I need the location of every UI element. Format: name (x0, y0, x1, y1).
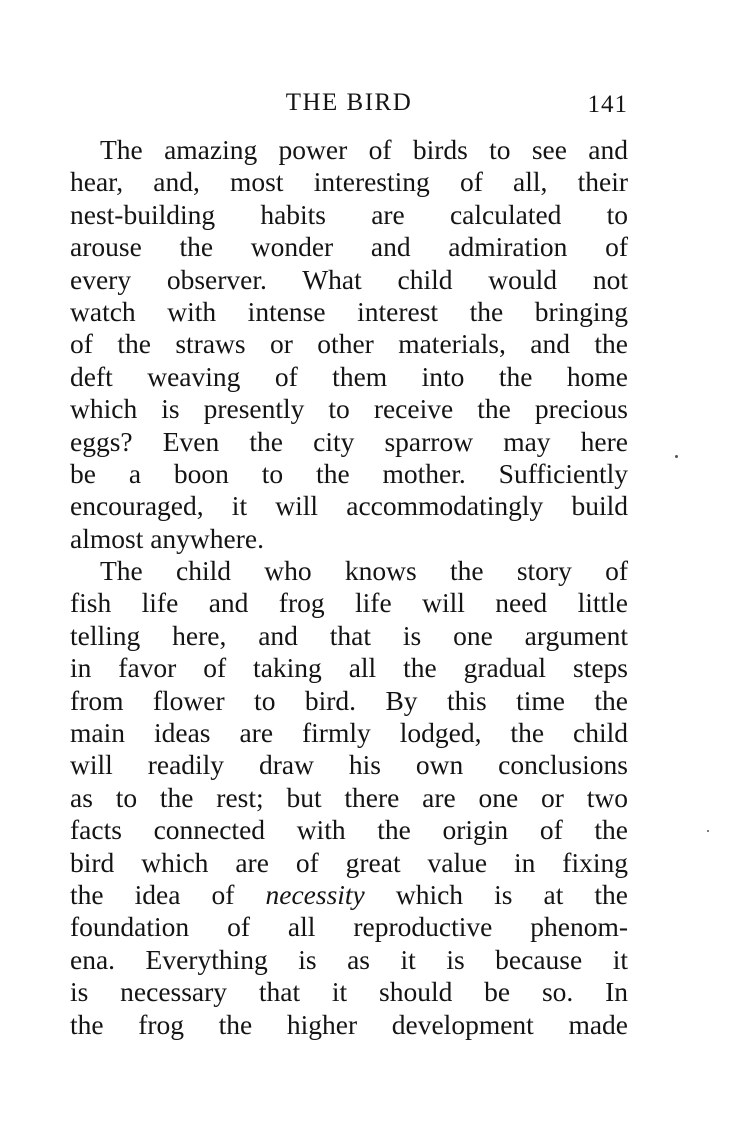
text-line: the frog the higher development made (70, 1008, 628, 1040)
text-line: bird which are of great value in fixing (70, 846, 628, 878)
text-segment: the idea of (70, 878, 235, 910)
text-line: The amazing power of birds to see and (100, 134, 628, 165)
text-line: arouse the wonder and admiration of (70, 231, 628, 263)
text-line: ena. Everything is as it is because it (70, 943, 628, 975)
text-line: in favor of taking all the gradual steps (70, 652, 628, 684)
text-line: fish life and frog life will need little (70, 587, 628, 619)
page-number: 141 (587, 91, 628, 118)
text-line: encouraged, it will accommodatingly build (70, 490, 628, 522)
text-line: hear, and, most interesting of all, their (70, 166, 628, 198)
text-line: which is presently to receive the precious (70, 393, 628, 425)
italic-word: necessity (265, 878, 365, 910)
text-line: almost anywhere. (70, 522, 264, 554)
scan-speck (707, 830, 709, 832)
scan-speck (675, 455, 678, 458)
text-line: every observer. What child would not (70, 263, 628, 295)
body-text (70, 134, 628, 1041)
text-line: The child who knows the story of (100, 555, 628, 587)
text-line: deft weaving of them into the home (70, 360, 628, 392)
text-line: of the straws or other materials, and the (70, 328, 628, 360)
text-line: as to the rest; but there are one or two (70, 781, 628, 813)
text-line: will readily draw his own conclusions (70, 749, 628, 781)
text-line: be a boon to the mother. Sufficiently (70, 457, 628, 489)
text-line: watch with intense interest the bringing (70, 295, 628, 327)
text-line: main ideas are firmly lodged, the child (70, 717, 628, 749)
text-line-with-italic (70, 879, 628, 911)
text-line: telling here, and that is one argument (70, 619, 628, 651)
text-segment: which is at the (395, 878, 628, 910)
text-line: foundation of all reproductive phenom- (70, 911, 628, 943)
chapter-title: THE BIRD (285, 89, 413, 116)
text-line: nest-building habits are calculated to (70, 198, 628, 230)
running-head (70, 86, 628, 120)
text-line: eggs? Even the city sparrow may here (70, 425, 628, 457)
text-line: is necessary that it should be so. In (70, 976, 628, 1008)
text-line: from flower to bird. By this time the (70, 684, 628, 716)
text-line: facts connected with the origin of the (70, 814, 628, 846)
